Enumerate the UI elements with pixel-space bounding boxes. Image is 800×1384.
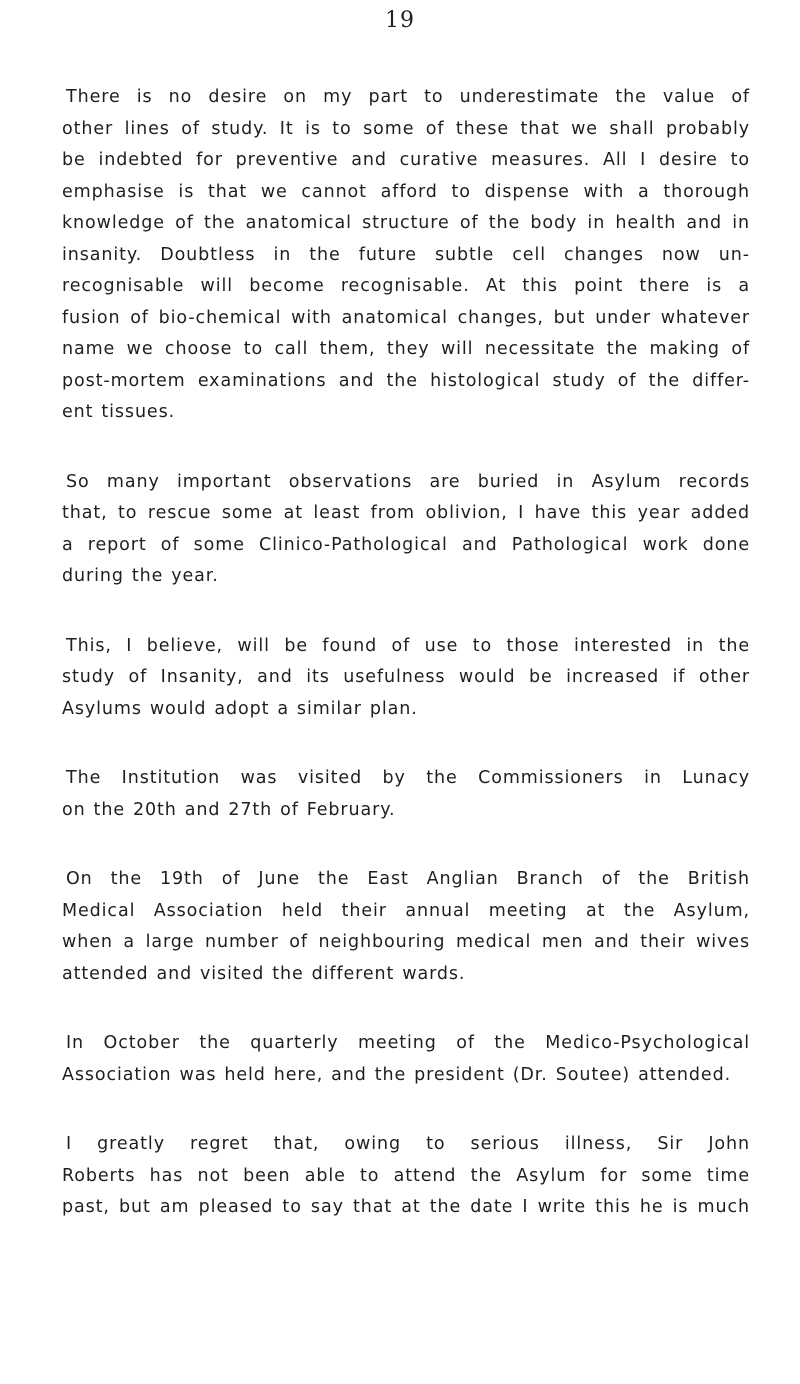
page-number: 19 [385,8,415,33]
text-line: fusion of bio-chemical with anatomical changes, but under whatever [62,307,750,328]
paragraph [62,1129,750,1224]
paragraph [62,467,750,593]
paragraph [62,763,750,826]
text-line: post-mortem examinations and the histological study of the differ- [62,370,750,391]
text-line: study of Insanity, and its usefulness would be increased if other [62,667,750,687]
text-line: on the 20th and 27th of February. [62,799,396,820]
text-line: On the 19th of June the East Anglian Branch of the British [66,869,750,889]
text-line: The Institution was visited by the Commissioners in Lunacy [66,768,750,788]
text-line: recognisable will become recognisable. At this point there is a [62,276,750,296]
text-line: I greatly regret that, owing to serious illness, Sir John [66,1134,750,1154]
paragraph [62,1028,750,1091]
text-line: insanity. Doubtless in the future subtle cell changes now un- [62,244,750,265]
text-line: This, I believe, will be found of use to those interested in the [66,635,750,656]
text-line: There is no desire on my part to underestimate the value of [66,87,750,107]
text-line: In October the quarterly meeting of the Medico-Psychological [66,1033,750,1053]
text-line: So many important observations are buried in Asylum records [66,471,750,492]
text-line: Medical Association held their annual meeting at the Asylum, [62,900,750,921]
text-line: Association was held here, and the president (Dr. Soutee) attended. [62,1064,732,1085]
paragraph [62,631,750,726]
text-line: knowledge of the anatomical structure of the body in health and in [62,213,750,233]
text-line: name we choose to call them, they will necessitate the making of [62,339,750,359]
text-line: other lines of study. It is to some of these that we shall probably [62,118,750,139]
text-line: ent tissues. [62,402,176,422]
text-line: Asylums would adopt a similar plan. [62,698,418,719]
text-line: emphasise is that we cannot afford to dispense with a thorough [62,181,750,202]
text-line: Roberts has not been able to attend the Asylum for some time [62,1165,750,1186]
text-line: be indebted for preventive and curative measures. All I desire to [62,150,750,170]
paragraph [62,864,750,990]
text-line: past, but am pleased to say that at the date I write this he is much [62,1197,750,1217]
paragraph [62,82,750,429]
text-line: during the year. [62,566,219,586]
text-line: a report of some Clinico-Pathological and Pathological work done [62,534,750,555]
body-text [62,82,750,1262]
text-line: attended and visited the different wards. [62,963,466,984]
text-line: when a large number of neighbouring medical men and their wives [62,932,750,952]
text-line: that, to rescue some at least from oblivion, I have this year added [62,503,750,523]
